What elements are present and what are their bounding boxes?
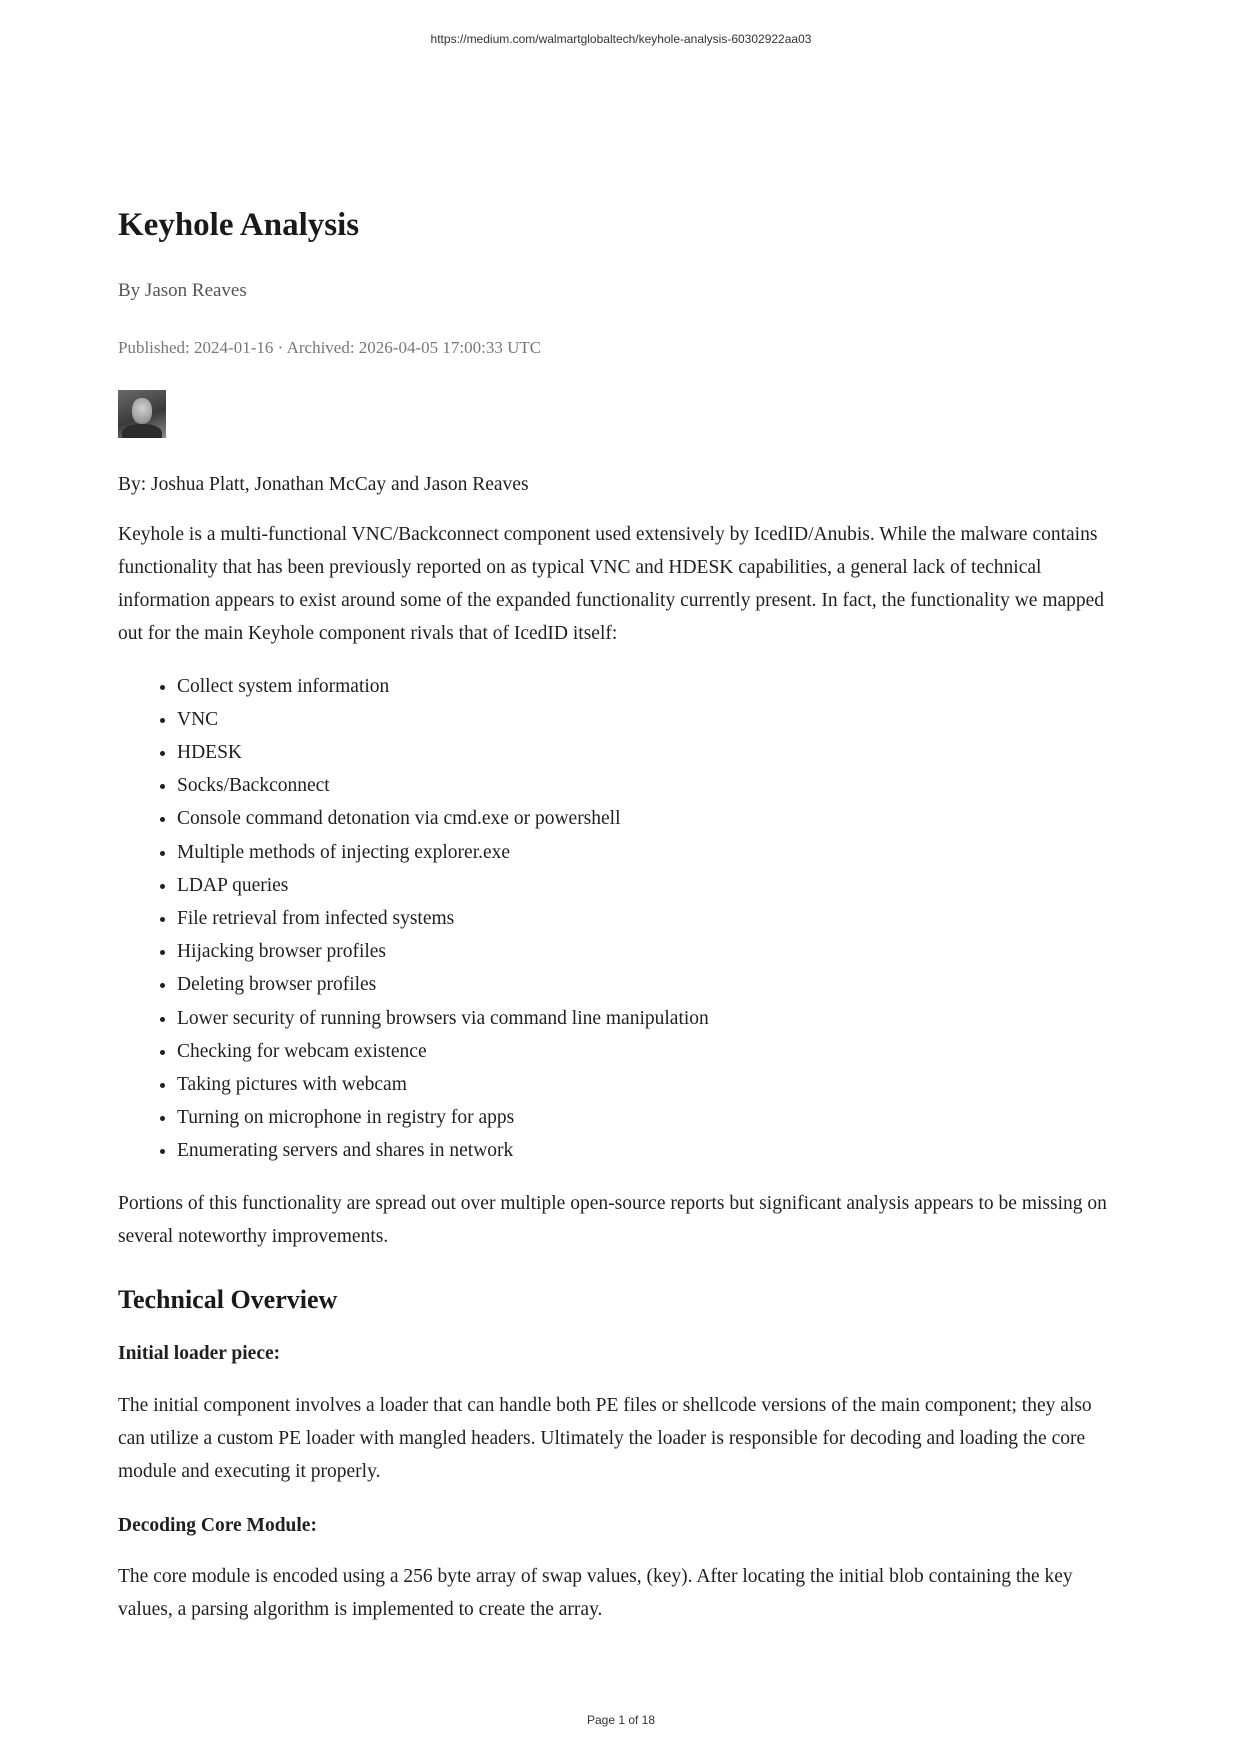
list-item: • Multiple methods of injecting explorer.exe — [177, 836, 1123, 869]
list-item: • Collect system information — [177, 670, 1123, 703]
list-item: • File retrieval from infected systems — [177, 902, 1123, 935]
published-date: Published: 2024-01-16 · Archived: 2026-04-05 17:00:33 UTC — [118, 337, 542, 357]
avatar-head-shape — [132, 398, 152, 424]
portions-paragraph: Portions of this functionality are spread out over multiple open-source reports but significant analysis appears to be missing on several noteworthy improvements. — [118, 1192, 1107, 1247]
list-item: • HDESK — [177, 736, 1123, 769]
list-item: • Taking pictures with webcam — [177, 1068, 1123, 1101]
list-item: • Checking for webcam existence — [177, 1035, 1123, 1068]
list-item: • Hijacking browser profiles — [177, 935, 1123, 968]
list-item: • LDAP queries — [177, 869, 1123, 902]
subheading-decoding-core-module: Decoding Core Module: — [118, 1514, 317, 1536]
authors-line: By: Joshua Platt, Jonathan McCay and Jason Reaves — [118, 473, 529, 495]
loader-paragraph: The initial component involves a loader that can handle both PE files or shellcode versions of the main component; they also can utilize a custom PE loader with mangled headers. Ultimately the loader is responsible for decoding and loading the core module and executing it properly. — [118, 1394, 1092, 1482]
list-item: • VNC — [177, 703, 1123, 736]
feature-list — [118, 670, 1123, 1168]
list-item: • Enumerating servers and shares in network — [177, 1134, 1123, 1167]
avatar-shoulders-shape — [122, 424, 162, 438]
article — [118, 206, 1123, 1626]
decoding-paragraph: The core module is encoded using a 256 byte array of swap values, (key). After locating the initial blob containing the key values, a parsing algorithm is implemented to create the array. — [118, 1566, 1073, 1621]
page-number: Page 1 of 18 — [586, 1713, 656, 1727]
subheading-initial-loader: Initial loader piece: — [118, 1343, 281, 1365]
list-item: • Deleting browser profiles — [177, 968, 1123, 1001]
list-item: • Turning on microphone in registry for apps — [177, 1101, 1123, 1134]
intro-paragraph: Keyhole is a multi-functional VNC/Backconnect component used extensively by IcedID/Anubis. While the malware contains functionality that has been previously reported on as typical VNC and HDESK capabilities, a general lack of technical information appears to exist around some of the expanded functionality currently present. In fact, the functionality we mapped out for the main Keyhole component rivals that of IcedID itself: — [118, 523, 1105, 644]
list-item: • Console command detonation via cmd.exe or powershell — [177, 802, 1123, 835]
author-avatar — [118, 390, 166, 438]
list-item: • Lower security of running browsers via command line manipulation — [177, 1002, 1123, 1035]
section-heading-technical-overview: Technical Overview — [118, 1284, 338, 1314]
source-url: https://medium.com/walmartglobaltech/keyhole-analysis-60302922aa03 — [430, 32, 812, 46]
article-title: Keyhole Analysis — [118, 207, 360, 243]
byline: By Jason Reaves — [118, 279, 247, 301]
list-item: • Socks/Backconnect — [177, 769, 1123, 802]
